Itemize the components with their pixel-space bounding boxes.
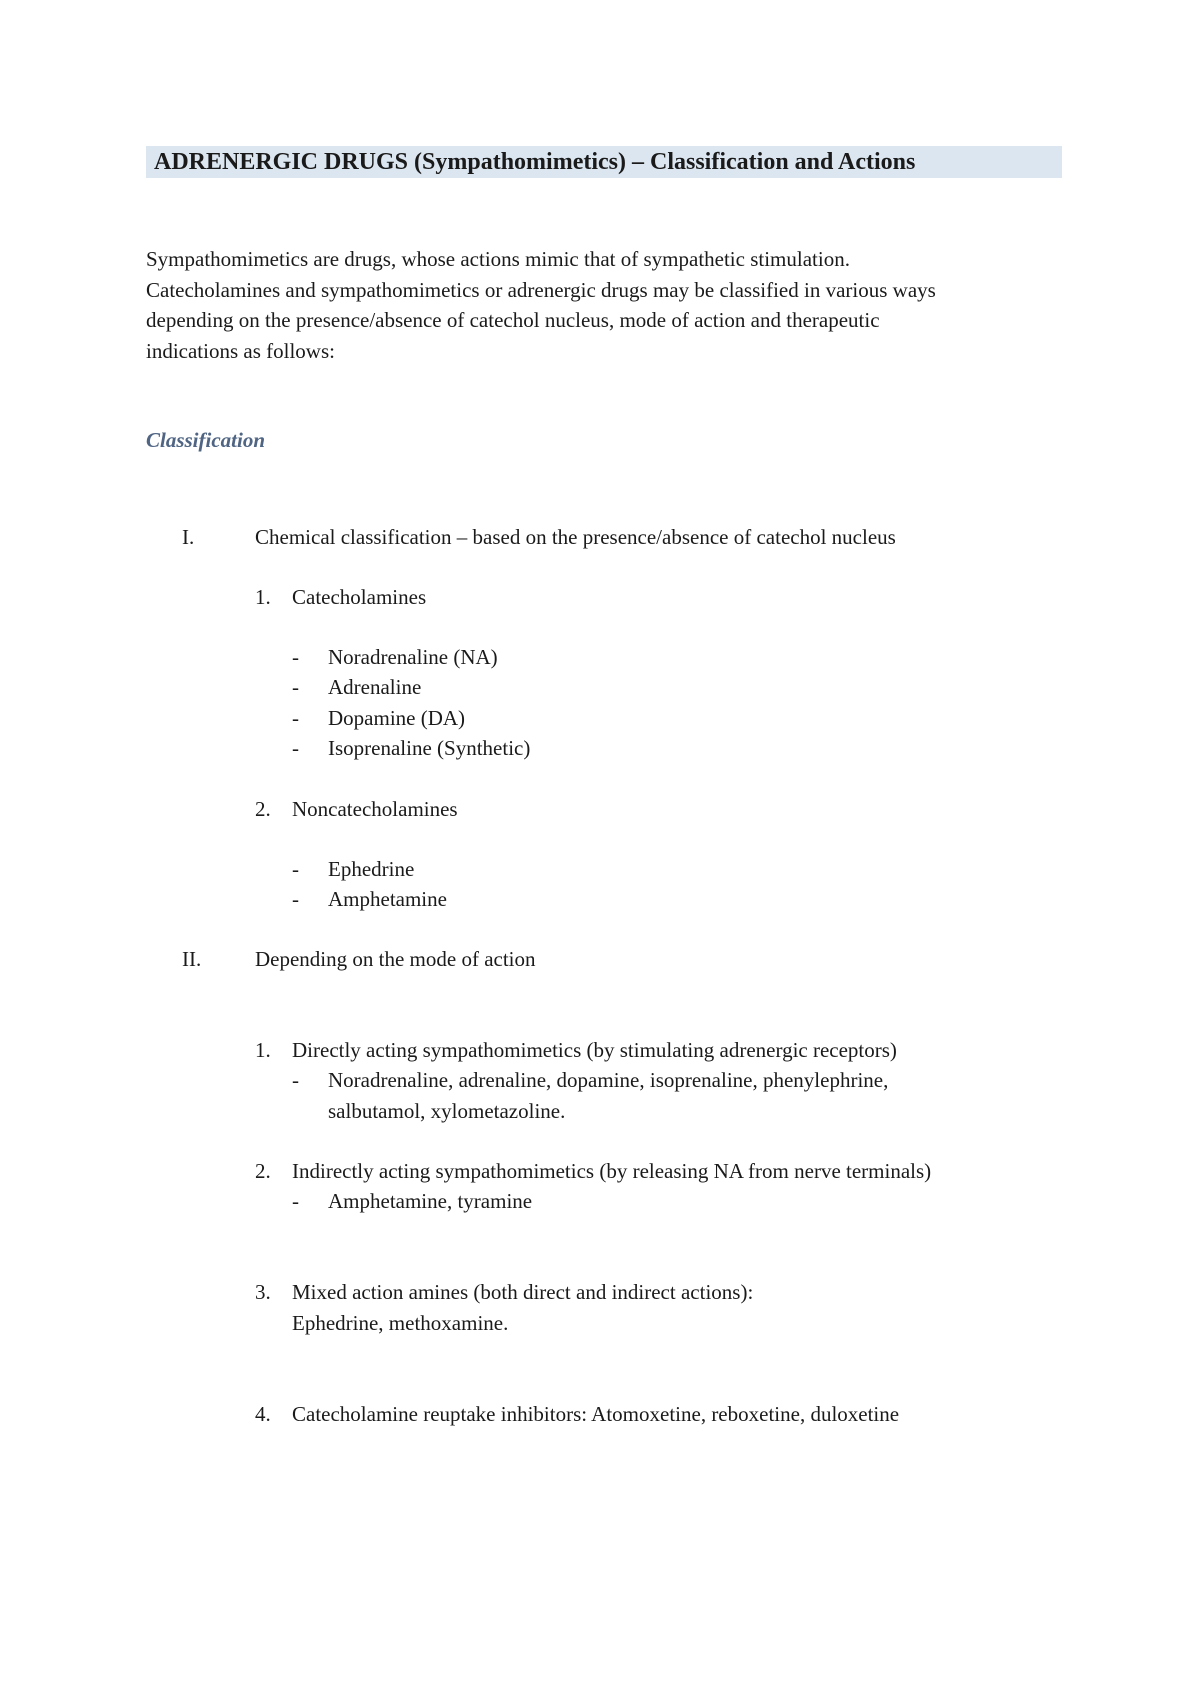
item-number: 2.: [255, 797, 271, 821]
list-item: Ephedrine: [328, 857, 415, 881]
section-numeral: I.: [182, 525, 195, 549]
item-number: 4.: [255, 1402, 271, 1426]
bullet-dash: -: [292, 736, 299, 760]
intro-paragraph: [146, 244, 1086, 366]
bullet-dash: -: [292, 1189, 299, 1213]
item-number: 1.: [255, 585, 271, 609]
intro-line: depending on the presence/absence of catechol nucleus, mode of action and therapeutic: [146, 308, 880, 332]
item-label: Mixed action amines (both direct and indirect actions):: [292, 1280, 754, 1304]
list-item-continuation: salbutamol, xylometazoline.: [328, 1099, 566, 1123]
list-item: Noradrenaline, adrenaline, dopamine, isoprenaline, phenylephrine,: [328, 1068, 889, 1092]
list-item: Isoprenaline (Synthetic): [328, 736, 531, 760]
item-number: 3.: [255, 1280, 271, 1304]
list-item: Adrenaline: [328, 675, 422, 699]
section-heading: Depending on the mode of action: [255, 947, 536, 971]
list-item: Amphetamine: [328, 887, 447, 911]
bullet-dash: -: [292, 1068, 299, 1092]
intro-line: indications as follows:: [146, 338, 335, 363]
item-label: Directly acting sympathomimetics (by stimulating adrenergic receptors): [292, 1038, 897, 1062]
item-label: Indirectly acting sympathomimetics (by releasing NA from nerve terminals): [292, 1159, 932, 1183]
section-numeral: II.: [182, 947, 202, 971]
item-label: Noncatecholamines: [292, 797, 458, 821]
bullet-dash: -: [292, 887, 299, 911]
bullet-dash: -: [292, 645, 299, 669]
item-continuation: Ephedrine, methoxamine.: [292, 1311, 509, 1335]
list-item: Dopamine (DA): [328, 706, 466, 730]
classification-heading: Classification: [146, 428, 266, 452]
item-label: Catecholamine reuptake inhibitors: Atomoxetine, reboxetine, duloxetine: [292, 1402, 900, 1426]
bullet-dash: -: [292, 706, 299, 730]
page-title: ADRENERGIC DRUGS (Sympathomimetics) – Classification and Actions: [146, 146, 1062, 178]
list-item: Amphetamine, tyramine: [328, 1189, 533, 1213]
intro-line: Catecholamines and sympathomimetics or adrenergic drugs may be classified in various ways: [146, 277, 936, 302]
item-label: Catecholamines: [292, 585, 427, 609]
section-heading: Chemical classification – based on the presence/absence of catechol nucleus: [255, 525, 896, 549]
bullet-dash: -: [292, 675, 299, 699]
item-number: 1.: [255, 1038, 271, 1062]
bullet-dash: -: [292, 857, 299, 881]
list-item: Noradrenaline (NA): [328, 645, 498, 669]
item-number: 2.: [255, 1159, 271, 1183]
intro-line: Sympathomimetics are drugs, whose actions mimic that of sympathetic stimulation.: [146, 247, 850, 271]
